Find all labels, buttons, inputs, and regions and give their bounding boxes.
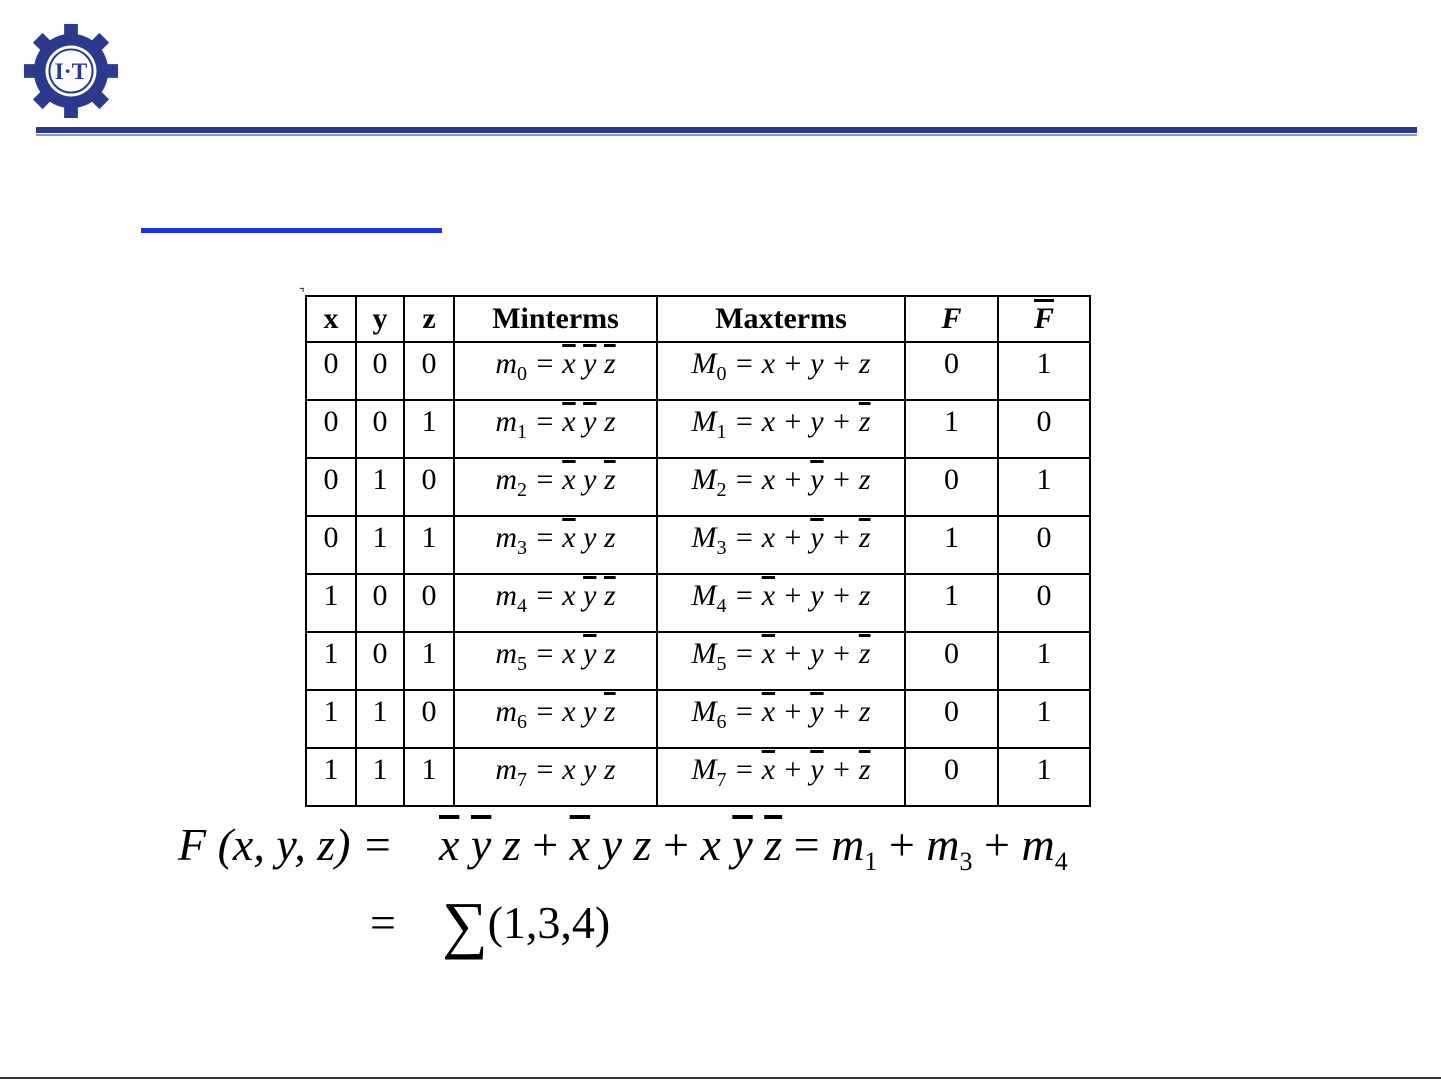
maxterm-symbol: M — [691, 347, 717, 380]
minterm-index: 1 — [517, 421, 528, 443]
maxterm-index: 5 — [716, 653, 727, 675]
maxterm-symbol: M — [691, 695, 717, 728]
maxterm-index: 1 — [716, 421, 727, 443]
maxterm-symbol: M — [691, 463, 717, 496]
equation-line-2 — [370, 888, 610, 962]
cell-minterm: $m_4 = x$ $\overline{y}$ $\overline{z}$ — [454, 574, 657, 632]
cell-x: 0 — [306, 342, 356, 400]
cell-minterm: $m_0 = \overline{x}$ $\overline{y}$ $\overline{z}$ — [454, 342, 657, 400]
cell-y: 1 — [356, 690, 404, 748]
minterm-symbol: m — [495, 521, 518, 554]
header-maxterms: Maxterms — [657, 296, 905, 342]
cell-y: 0 — [356, 574, 404, 632]
cell-x: 0 — [306, 458, 356, 516]
table-row — [306, 342, 1090, 400]
cell-f-bar: 1 — [998, 748, 1090, 806]
cell-f-bar: 1 — [998, 342, 1090, 400]
cell-z: 1 — [404, 632, 454, 690]
table-row — [306, 458, 1090, 516]
cell-minterm: $m_3 = \overline{x}$ y z — [454, 516, 657, 574]
table-header-row — [306, 296, 1090, 342]
table-row — [306, 574, 1090, 632]
cell-f: 0 — [905, 458, 998, 516]
cell-x: 1 — [306, 690, 356, 748]
cell-z: 1 — [404, 400, 454, 458]
cell-z: 0 — [404, 342, 454, 400]
table-row — [306, 748, 1090, 806]
cell-y: 1 — [356, 516, 404, 574]
equation-sum-args: (1,3,4) — [487, 897, 611, 948]
maxterm-index: 3 — [716, 537, 727, 559]
title-underline — [141, 228, 442, 233]
header-x: x — [306, 296, 356, 342]
header-minterms: Minterms — [454, 296, 657, 342]
cell-f-bar: 1 — [998, 690, 1090, 748]
cell-f-bar: 0 — [998, 516, 1090, 574]
cell-z: 0 — [404, 574, 454, 632]
table-row — [306, 516, 1090, 574]
maxterm-index: 2 — [716, 479, 727, 501]
header-z: z — [404, 296, 454, 342]
minterm-index: 0 — [517, 363, 528, 385]
minterm-index: 6 — [517, 711, 528, 733]
equation-eq-sign: = — [370, 897, 396, 948]
header-f-bar-text: $\overline{F}$ — [1033, 302, 1054, 335]
cell-y: 0 — [356, 342, 404, 400]
cell-f-bar: 1 — [998, 632, 1090, 690]
header-rule — [36, 127, 1417, 133]
table-row — [306, 690, 1090, 748]
cell-f-bar: 0 — [998, 574, 1090, 632]
cell-maxterm: $M_6 = \overline{x} + \overline{y} + z$ — [657, 690, 905, 748]
maxterm-symbol: M — [691, 637, 717, 670]
footer-rule — [0, 1077, 1441, 1079]
sigma-symbol: ∑ — [441, 889, 488, 960]
cell-f: 1 — [905, 574, 998, 632]
cell-x: 1 — [306, 748, 356, 806]
cell-f-bar: 1 — [998, 458, 1090, 516]
cell-minterm: $m_2 = \overline{x}$ y $\overline{z}$ — [454, 458, 657, 516]
gear-logo-icon — [22, 22, 120, 120]
cell-maxterm: $M_3 = x + \overline{y} + \overline{z}$ — [657, 516, 905, 574]
equation-lhs: F (x, y, z) = — [178, 819, 393, 870]
cell-maxterm: $M_2 = x + \overline{y} + z$ — [657, 458, 905, 516]
cell-minterm: $m_5 = x$ $\overline{y}$ z — [454, 632, 657, 690]
cell-x: 1 — [306, 632, 356, 690]
cell-y: 1 — [356, 748, 404, 806]
table-row — [306, 632, 1090, 690]
cell-f-bar: 0 — [998, 400, 1090, 458]
minterm-index: 5 — [517, 653, 528, 675]
equation-line-1: F (x, y, z) = $\overline{x}$ $\overline{y}$ $z + \overline{x}$ y z + x $\overline{y}$ $\overline{z} = m_1 + m_3 + m_4$ — [178, 819, 1068, 877]
cell-z: 1 — [404, 516, 454, 574]
cell-maxterm: $M_0 = x + y + z$ — [657, 342, 905, 400]
logo-text: I·T — [54, 58, 88, 85]
cell-z: 0 — [404, 690, 454, 748]
cell-x: 0 — [306, 400, 356, 458]
cell-y: 0 — [356, 632, 404, 690]
cell-z: 1 — [404, 748, 454, 806]
maxterm-index: 4 — [716, 595, 727, 617]
minterm-symbol: m — [495, 405, 518, 438]
maxterm-symbol: M — [691, 579, 717, 612]
cell-maxterm: $M_1 = x + y + \overline{z}$ — [657, 400, 905, 458]
cell-minterm: $m_6 = x$ y $\overline{z}$ — [454, 690, 657, 748]
minterm-symbol: m — [495, 347, 518, 380]
table-corner-mark: ⌝ — [299, 286, 305, 300]
cell-minterm: $m_7 = x$ y z — [454, 748, 657, 806]
minterm-symbol: m — [495, 695, 518, 728]
cell-y: 1 — [356, 458, 404, 516]
cell-maxterm: $M_4 = \overline{x} + y + z$ — [657, 574, 905, 632]
minterm-symbol: m — [495, 463, 518, 496]
cell-f: 0 — [905, 342, 998, 400]
minterm-symbol: m — [495, 637, 518, 670]
cell-x: 1 — [306, 574, 356, 632]
cell-maxterm: $M_5 = \overline{x} + y + \overline{z}$ — [657, 632, 905, 690]
truth-table — [305, 295, 1091, 807]
maxterm-index: 7 — [716, 769, 727, 791]
cell-maxterm: $M_7 = \overline{x} + \overline{y} + \overline{z}$ — [657, 748, 905, 806]
cell-f: 0 — [905, 748, 998, 806]
cell-f: 0 — [905, 632, 998, 690]
minterm-symbol: m — [495, 579, 518, 612]
minterm-index: 7 — [517, 769, 528, 791]
maxterm-index: 6 — [716, 711, 727, 733]
header-f-bar — [998, 296, 1090, 342]
minterm-index: 3 — [517, 537, 528, 559]
header-rule-thin — [36, 134, 1417, 136]
header-f: F — [905, 296, 998, 342]
minterm-index: 2 — [517, 479, 528, 501]
cell-f: 0 — [905, 690, 998, 748]
cell-x: 0 — [306, 516, 356, 574]
maxterm-symbol: M — [691, 521, 717, 554]
cell-f: 1 — [905, 400, 998, 458]
header-y: y — [356, 296, 404, 342]
maxterm-symbol: M — [691, 753, 717, 786]
minterm-index: 4 — [517, 595, 528, 617]
cell-minterm: $m_1 = \overline{x}$ $\overline{y}$ z — [454, 400, 657, 458]
maxterm-index: 0 — [716, 363, 727, 385]
cell-y: 0 — [356, 400, 404, 458]
cell-f: 1 — [905, 516, 998, 574]
minterm-symbol: m — [495, 753, 518, 786]
cell-z: 0 — [404, 458, 454, 516]
maxterm-symbol: M — [691, 405, 717, 438]
table-row — [306, 400, 1090, 458]
